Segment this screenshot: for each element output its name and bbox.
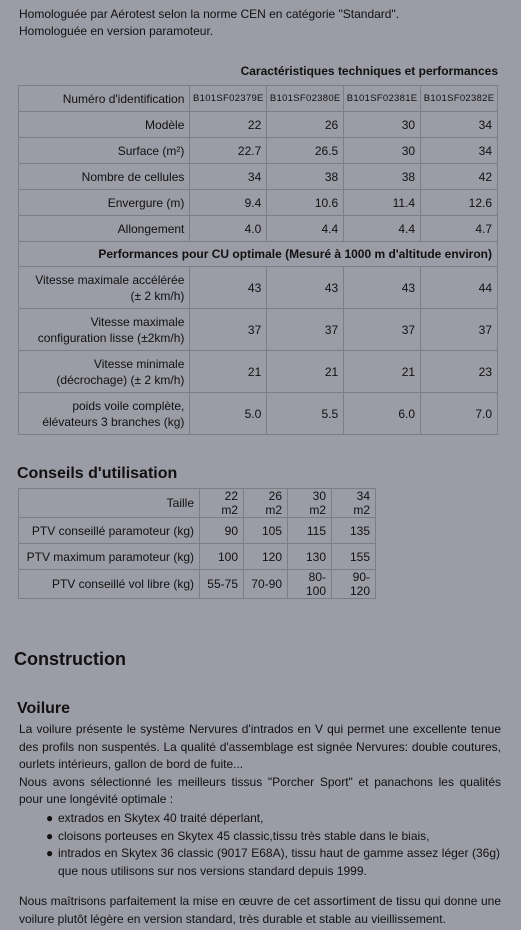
voilure-heading: Voilure — [17, 700, 71, 717]
value-cell: 43 — [344, 267, 421, 309]
value-cell: 38 — [267, 164, 344, 190]
value-cell: 10.6 — [267, 190, 344, 216]
value-cell: 21 — [190, 351, 267, 393]
value-cell: 105 — [244, 518, 288, 544]
value-cell: 37 — [344, 309, 421, 351]
value-cell: 21 — [267, 351, 344, 393]
row-label — [19, 267, 190, 309]
id-cell: B101SF02379E — [190, 86, 267, 112]
value-cell: 12.6 — [421, 190, 498, 216]
table-row — [19, 242, 498, 267]
value-cell: 43 — [190, 267, 267, 309]
value-cell: 42 — [421, 164, 498, 190]
value-cell: 37 — [190, 309, 267, 351]
row-label-line: poids voile complète, — [72, 398, 185, 413]
fabric-list — [44, 810, 500, 880]
row-label: Envergure (m) — [19, 190, 190, 216]
row-label: PTV maximum paramoteur (kg) — [19, 544, 200, 570]
list-item-text: extrados en Skytex 40 traité déperlant, — [58, 811, 264, 825]
value-cell: 37 — [421, 309, 498, 351]
row-label — [19, 393, 190, 435]
value-cell: 38 — [344, 164, 421, 190]
bullet-icon: ● — [46, 846, 54, 860]
value-cell: 43 — [267, 267, 344, 309]
table-row — [19, 86, 498, 112]
conseils-table — [18, 488, 376, 599]
table-row — [19, 309, 498, 351]
specs-caption: Caractéristiques techniques et performances — [240, 64, 498, 78]
specs-table — [18, 85, 498, 435]
list-item — [44, 810, 500, 828]
size-label: Taille — [19, 489, 200, 518]
value-cell: 90-120 — [332, 570, 376, 599]
value-cell: 115 — [288, 518, 332, 544]
voilure-text — [19, 721, 501, 809]
size-cell: 22 m2 — [200, 489, 244, 518]
value-cell: 21 — [344, 351, 421, 393]
id-cell: B101SF02382E — [421, 86, 498, 112]
bullet-icon: ● — [46, 828, 54, 843]
row-label: PTV conseillé paramoteur (kg) — [19, 518, 200, 544]
table-row — [19, 518, 376, 544]
value-cell: 6.0 — [344, 393, 421, 435]
value-cell: 55-75 — [200, 570, 244, 599]
value-cell: 70-90 — [244, 570, 288, 599]
value-cell: 9.4 — [190, 190, 267, 216]
value-cell: 7.0 — [421, 393, 498, 435]
table-row — [19, 190, 498, 216]
value-cell: 23 — [421, 351, 498, 393]
value-cell: 5.0 — [190, 393, 267, 435]
value-cell: 80-100 — [288, 570, 332, 599]
row-label-line: Vitesse minimale — [93, 356, 185, 371]
row-label-line: Vitesse maximale — [90, 314, 185, 329]
table-row — [19, 164, 498, 190]
value-cell: 26.5 — [267, 138, 344, 164]
table-row — [19, 544, 376, 570]
intro-line-2: Homologuée en version paramoteur. — [19, 24, 214, 38]
value-cell: 5.5 — [267, 393, 344, 435]
table-row — [19, 267, 498, 309]
value-cell: 155 — [332, 544, 376, 570]
value-cell: 44 — [421, 267, 498, 309]
row-label-line: élévateurs 3 branches (kg) — [42, 414, 185, 429]
list-item-text: cloisons porteuses en Skytex 45 classic,tissu très stable dans le biais, — [58, 828, 430, 843]
value-cell: 22 — [190, 112, 267, 138]
value-cell: 26 — [267, 112, 344, 138]
table-row — [19, 351, 498, 393]
row-label: Modèle — [19, 112, 190, 138]
row-label-line: configuration lisse (±2km/h) — [37, 330, 185, 345]
size-cell: 34 m2 — [332, 489, 376, 518]
paragraph: Nous avons sélectionné les meilleurs tissus "Porcher Sport" et panachons les qualités pour une longévité optimale : — [19, 774, 501, 806]
value-cell: 34 — [190, 164, 267, 190]
row-label — [19, 309, 190, 351]
list-item-text: intrados en Skytex 36 classic (9017 E68A), tissu haut de gamme assez léger (36g) que nous utilisons sur nos versions standard depuis 1999. — [58, 846, 500, 878]
value-cell: 90 — [200, 518, 244, 544]
value-cell: 4.4 — [267, 216, 344, 242]
row-label — [19, 351, 190, 393]
perf-heading: Performances pour CU optimale (Mesuré à 1000 m d'altitude environ) — [19, 242, 498, 267]
table-row — [19, 570, 376, 599]
size-cell: 30 m2 — [288, 489, 332, 518]
row-label: PTV conseillé vol libre (kg) — [19, 570, 200, 599]
list-item — [44, 845, 500, 880]
table-row — [19, 393, 498, 435]
value-cell: 4.7 — [421, 216, 498, 242]
paragraph: Nous maîtrisons parfaitement la mise en œuvre de cet assortiment de tissu qui donne une voilure plutôt légère en version standard, très durable et stable au vieillissement. — [19, 894, 501, 926]
size-cell: 26 m2 — [244, 489, 288, 518]
value-cell: 37 — [267, 309, 344, 351]
table-row — [19, 216, 498, 242]
value-cell: 100 — [200, 544, 244, 570]
value-cell: 11.4 — [344, 190, 421, 216]
intro-line-1: Homologuée par Aérotest selon la norme CEN en catégorie "Standard". — [19, 7, 400, 21]
value-cell: 120 — [244, 544, 288, 570]
paragraph: La voilure présente le système Nervures d'intrados en V qui permet une excellente tenue des profils non suspentés. La qualité d'assemblage est signée Nervures: double coutures, ourlets intérieurs, gallon de bord de fuite... — [19, 722, 501, 771]
value-cell: 130 — [288, 544, 332, 570]
row-label-line: Vitesse maximale accélérée — [35, 272, 185, 287]
bullet-icon: ● — [46, 811, 54, 825]
row-label-line: (± 2 km/h) — [130, 288, 185, 303]
value-cell: 34 — [421, 138, 498, 164]
row-label: Allongement — [19, 216, 190, 242]
value-cell: 30 — [344, 138, 421, 164]
value-cell: 135 — [332, 518, 376, 544]
value-cell: 4.4 — [344, 216, 421, 242]
row-label-line: (décrochage) (± 2 km/h) — [56, 372, 185, 387]
value-cell: 34 — [421, 112, 498, 138]
conseils-heading: Conseils d'utilisation — [17, 465, 178, 482]
list-item — [44, 828, 500, 846]
id-label: Numéro d'identification — [19, 86, 190, 112]
value-cell: 4.0 — [190, 216, 267, 242]
value-cell: 30 — [344, 112, 421, 138]
value-cell: 22.7 — [190, 138, 267, 164]
table-row — [19, 489, 376, 518]
id-cell: B101SF02380E — [267, 86, 344, 112]
table-row — [19, 138, 498, 164]
intro — [19, 6, 399, 40]
id-cell: B101SF02381E — [344, 86, 421, 112]
table-row — [19, 112, 498, 138]
row-label: Nombre de cellules — [19, 164, 190, 190]
row-label: Surface (m²) — [19, 138, 190, 164]
construction-heading: Construction — [14, 649, 126, 669]
